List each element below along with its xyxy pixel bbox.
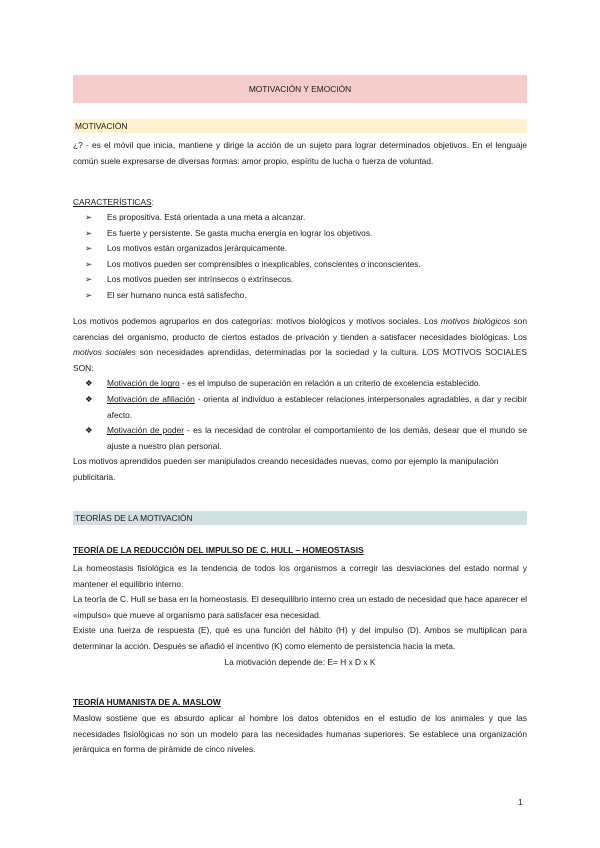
term: Motivación de afiliación <box>107 393 195 404</box>
intro-paragraph: ¿? - es el móvil que inicia, mantiene y dirige la acción de un sujeto para lograr determinados objetivos. En el lenguaje común suele expresarse de diversas formas: amor propio, espíritu de lucha o fuerza de voluntad. <box>73 140 527 166</box>
arrow-bullet-icon: ➢ <box>85 258 93 269</box>
document-title: MOTIVACIÓN Y EMOCIÓN <box>73 75 527 103</box>
diamond-bullet-icon: ❖ <box>85 378 93 389</box>
list-item-text: Es propositiva. Está orientada a una meta a alcanzar. <box>107 212 306 222</box>
maslow-heading: TEORÍA HUMANISTA DE A. MASLOW <box>73 697 221 707</box>
hull-paragraph: La teoría de C. Hull se basa en la homeostasis. El desequilibrio interno crea un estado de necesidad que hace aparecer el «impulso» que mueve al organismo para satisfacer esa necesidad. <box>73 594 527 620</box>
characteristics-list <box>73 210 527 304</box>
motives-section <box>73 314 527 486</box>
hull-paragraph: La homeostasis fisiológica es la tendencia de todos los organismos a corregir las desviaciones del estado normal y mantener el equilibrio interno. <box>73 563 527 589</box>
list-item-text: Es fuerte y persistente. Se gasta mucha energía en lograr los objetivos. <box>107 227 373 238</box>
italic-term: motivos biológicos <box>440 316 511 326</box>
formula: La motivación depende de: E= H x D x K <box>224 656 376 667</box>
arrow-bullet-icon: ➢ <box>85 227 93 238</box>
list-item <box>73 288 527 304</box>
list-item-text: Los motivos pueden ser comprensibles o inexplicables, conscientes o inconscientes. <box>107 258 421 269</box>
term: Motivación de poder <box>107 425 185 436</box>
text-segment: Los motivos podemos agruparlos en dos categorías: motivos biológicos y motivos sociales. Los <box>73 316 441 326</box>
arrow-bullet-icon: ➢ <box>85 243 93 254</box>
page-number: 1 <box>518 797 523 807</box>
list-item <box>73 257 527 273</box>
list-item <box>73 272 527 288</box>
arrow-bullet-icon: ➢ <box>85 274 93 285</box>
italic-term: motivos sociales <box>73 347 136 358</box>
text-segment: son carencias del organismo, producto de ciertos estados de privación y tienden a satisfacer necesidades biológicas. Los <box>73 316 527 342</box>
hull-section <box>73 561 527 670</box>
list-item-text: Los motivos pueden ser intrínsecos o extrínsecos. <box>107 274 294 285</box>
hull-heading: TEORÍA DE LA REDUCCIÓN DEL IMPULSO DE C. HULL – HOMEOSTASIS <box>73 545 364 555</box>
list-item-text: El ser humano nunca está satisfecho. <box>107 289 247 300</box>
list-item <box>73 226 527 242</box>
list-item <box>73 392 527 423</box>
diamond-bullet-icon: ❖ <box>85 425 93 436</box>
characteristics-heading: CARACTERÍSTICAS <box>73 197 152 207</box>
list-item <box>73 423 527 454</box>
section-heading-motivacion: MOTIVACIÓN <box>73 119 527 133</box>
description: - es el impulso de superación en relación a un criterio de excelencia establecido. <box>179 378 481 389</box>
maslow-paragraph: Maslow sostiene que es absurdo aplicar al hombre los datos obtenidos en el estudio de los animales y que las necesidades fisiológicas no son un modelo para las necesidades humanas superiores. Se establece una organización jerárquica en forma de pirámide de cinco niveles. <box>73 713 527 755</box>
diamond-bullet-icon: ❖ <box>85 393 93 404</box>
section-heading-teorias: TEORÍAS DE LA MOTIVACIÓN <box>73 511 527 525</box>
description: - es la necesidad de controlar el comportamiento de los demás, desear que el mundo se ajuste a nuestro plan personal. <box>107 425 527 451</box>
list-item <box>73 210 527 226</box>
motives-paragraph <box>73 314 527 376</box>
learned-motives-paragraph: Los motivos aprendidos pueden ser manipulados creando necesidades nuevas, como por ejemplo la manipulación publicitaria. <box>73 456 499 482</box>
text-segment: son necesidades aprendidas, determinadas por la sociedad y la cultura. LOS MOTIVOS SOCIALES SON: <box>73 347 527 373</box>
list-item-text: Los motivos están organizados jerárquicamente. <box>107 243 288 254</box>
characteristics-label <box>73 195 527 211</box>
characteristics-colon: : <box>151 197 154 207</box>
social-motives-list <box>73 376 527 454</box>
description: - orienta al individuo a establecer relaciones interpersonales agradables, a dar y recibir afecto. <box>107 393 527 420</box>
hull-paragraph: Existe una fuerza de respuesta (E), qué es una función del hábito (H) y del impulso (D). Ambos se multiplican para determinar la acción. Después se añadió el incentivo (K) como elemento de persistencia hacia la meta. <box>73 625 527 651</box>
list-item <box>73 376 527 392</box>
arrow-bullet-icon: ➢ <box>85 212 93 222</box>
arrow-bullet-icon: ➢ <box>85 289 93 300</box>
term: Motivación de logro <box>107 378 180 389</box>
list-item <box>73 241 527 257</box>
